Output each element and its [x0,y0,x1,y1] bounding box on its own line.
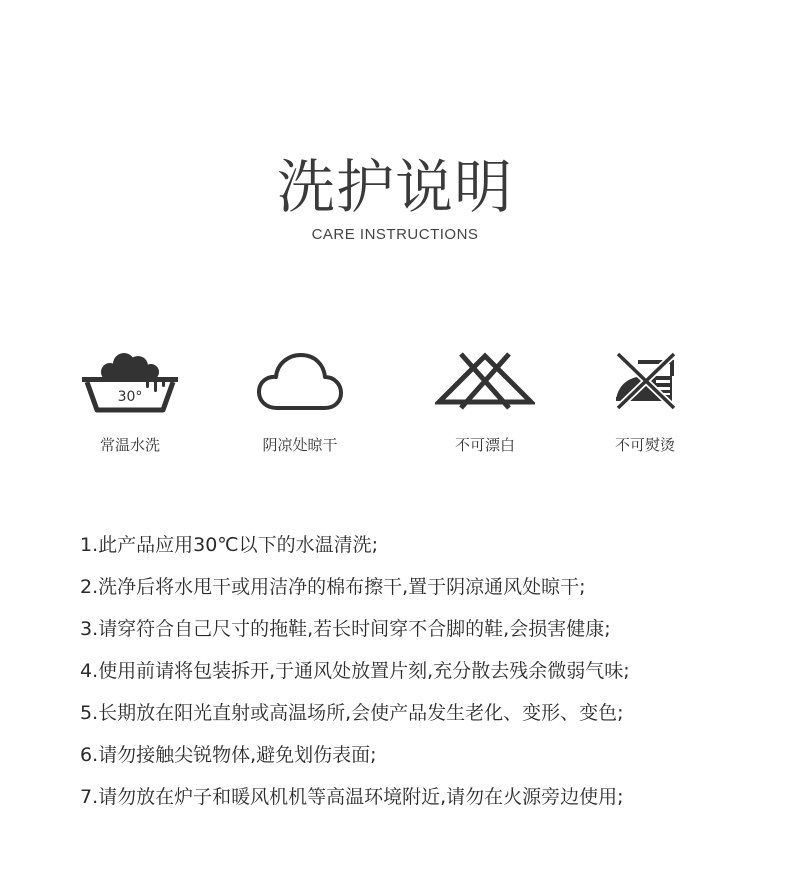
page-subtitle: CARE INSTRUCTIONS [311,226,479,243]
list-item: 1.此产品应用30℃以下的水温清洗; [80,534,379,556]
page-title: 洗护说明 [276,153,513,221]
list-item: 6.请勿接触尖锐物体,避免划伤表面; [80,744,377,766]
care-label-no-bleach: 不可漂白 [454,436,515,454]
care-item-shade-dry [215,350,385,460]
care-item-wash [45,350,215,460]
wash-temperature: 30° [117,389,143,405]
list-item: 4.使用前请将包装拆开,于通风处放置片刻,充分散去残余微弱气味; [80,660,630,682]
care-item-no-iron [560,350,730,460]
no-iron-icon [612,350,678,410]
care-item-no-bleach [400,350,570,460]
no-bleach-icon [435,350,535,410]
care-icons-row [0,350,790,460]
care-label-shade-dry: 阴凉处晾干 [262,436,338,454]
list-item: 7.请勿放在炉子和暖风机机等高温环境附近,请勿在火源旁边使用; [80,786,624,808]
list-item: 3.请穿符合自己尺寸的拖鞋,若长时间穿不合脚的鞋,会损害健康; [80,618,611,640]
cloud-icon [257,350,343,414]
instruction-list [80,530,770,824]
wash-basin-icon [80,350,180,414]
list-item: 5.长期放在阳光直射或高温场所,会使产品发生老化、变形、变色; [80,702,624,724]
care-label-no-iron: 不可熨烫 [614,436,675,454]
list-item: 2.洗净后将水甩干或用洁净的棉布擦干,置于阴凉通风处晾干; [80,576,586,598]
care-label-wash: 常温水洗 [99,436,160,454]
